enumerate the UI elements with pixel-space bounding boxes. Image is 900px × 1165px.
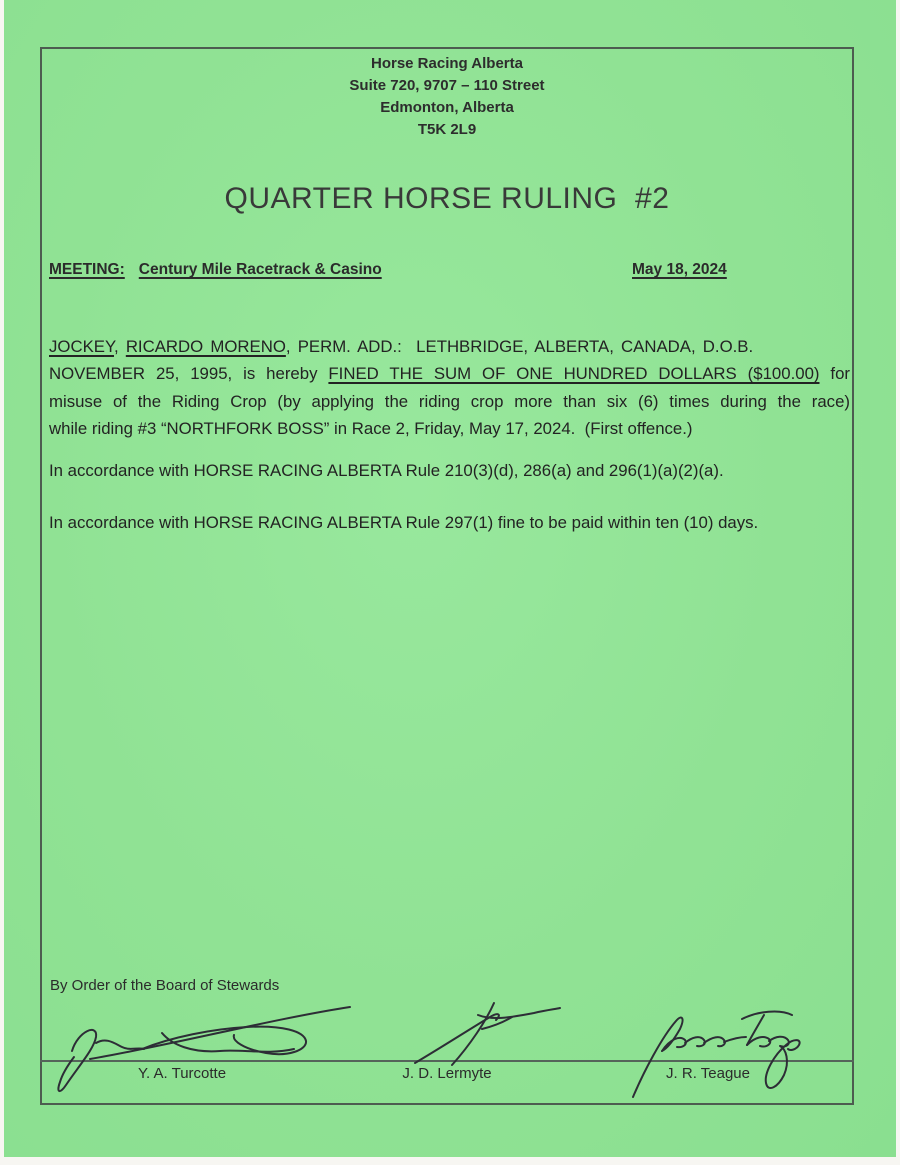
ruling-line bbox=[49, 388, 850, 415]
org-address-street: Suite 720, 9707 – 110 Street bbox=[349, 77, 545, 94]
teague-signature-ink bbox=[633, 1012, 800, 1097]
org-header bbox=[42, 53, 852, 141]
lermyte-signature-ink bbox=[415, 1003, 560, 1065]
text-segment: FINED THE SUM OF ONE HUNDRED DOLLARS ($100.00) bbox=[328, 364, 820, 384]
text-segment: misuse of the Riding Crop (by applying the riding crop more than six (6) times during the race) bbox=[49, 391, 850, 411]
meeting-venue: Century Mile Racetrack & Casino bbox=[138, 261, 382, 278]
org-name: Horse Racing Alberta bbox=[371, 55, 523, 72]
ruling-paragraph bbox=[49, 333, 850, 443]
org-address-city: Edmonton, Alberta bbox=[380, 99, 514, 116]
text-segment: , bbox=[113, 337, 126, 356]
document-border bbox=[40, 47, 854, 1105]
text-segment: RICARDO MORENO bbox=[125, 337, 286, 356]
signatory-name-turcotte: Y. A. Turcotte bbox=[137, 1065, 227, 1082]
ruling-line bbox=[49, 333, 850, 360]
org-postal-code: T5K 2L9 bbox=[417, 121, 477, 138]
text-segment: while riding #3 “NORTHFORK BOSS” in Race 2, Friday, May 17, 2024. (First offence.) bbox=[49, 419, 693, 439]
by-order-text: By Order of the Board of Stewards bbox=[50, 977, 280, 994]
text-segment: for bbox=[819, 364, 851, 384]
text-segment: , PERM. ADD.: LETHBRIDGE, ALBERTA, CANADA, D.O.B. bbox=[285, 337, 754, 356]
meeting-date: May 18, 2024 bbox=[632, 261, 727, 278]
ruling-line bbox=[49, 360, 850, 387]
meeting-row bbox=[49, 261, 852, 285]
document-title: QUARTER HORSE RULING #2 bbox=[224, 182, 670, 215]
text-segment: NOVEMBER 25, 1995, is hereby bbox=[49, 364, 329, 384]
signatory-name-lermyte: J. D. Lermyte bbox=[402, 1065, 492, 1082]
turcotte-signature-ink bbox=[58, 1007, 350, 1091]
handwritten-signatures bbox=[42, 987, 852, 1149]
signatory-name-teague: J. R. Teague bbox=[666, 1065, 750, 1082]
rule-citation-paragraph: In accordance with HORSE RACING ALBERTA Rule 210(3)(d), 286(a) and 296(1)(a)(2)(a). bbox=[49, 461, 724, 480]
payment-terms-paragraph: In accordance with HORSE RACING ALBERTA Rule 297(1) fine to be paid within ten (10) days. bbox=[49, 513, 759, 532]
ruling-line bbox=[49, 415, 850, 442]
text-segment: JOCKEY bbox=[49, 337, 114, 356]
meeting-label: MEETING: bbox=[49, 261, 125, 278]
